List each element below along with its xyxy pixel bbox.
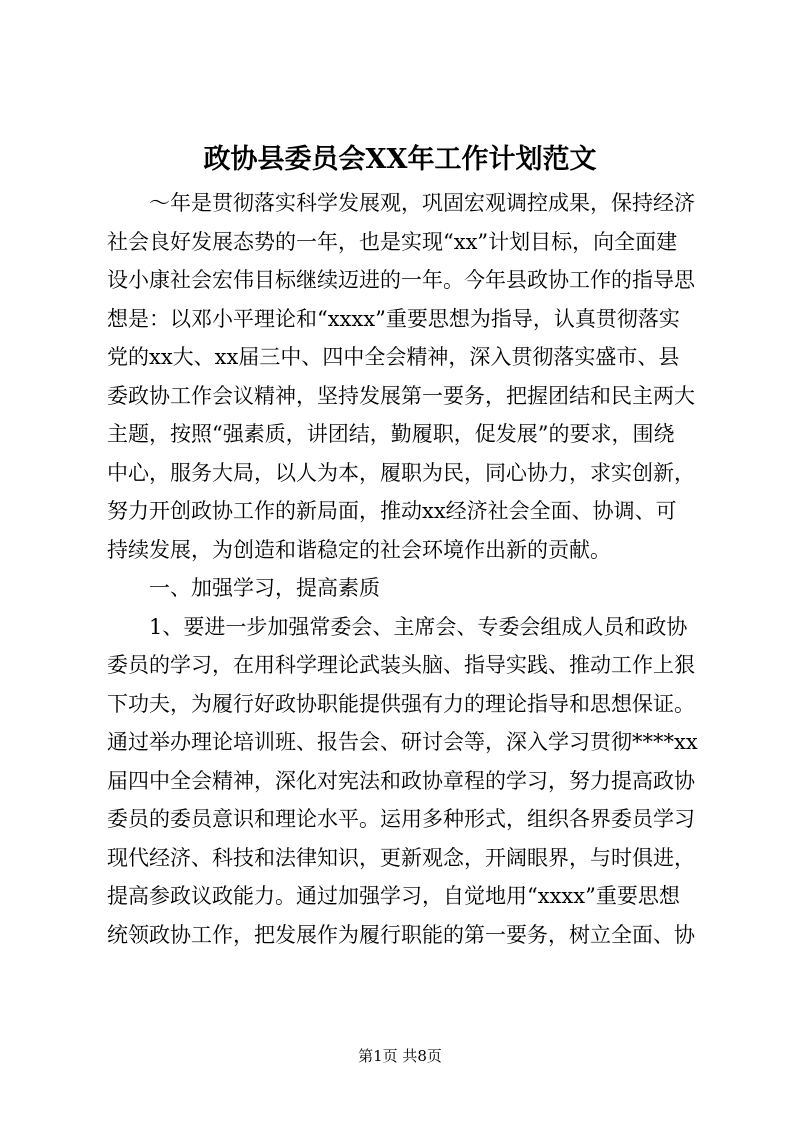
section-heading: 一、加强学习，提高素质 bbox=[149, 576, 380, 600]
document-body bbox=[107, 184, 699, 954]
page-title: 政协县委员会XX年工作计划范文 bbox=[203, 144, 597, 175]
paragraph-line: 届四中全会精神，深化对宪法和政协章程的学习，努力提高政协 bbox=[107, 768, 695, 793]
paragraph-line: 党的xx大、xx届三中、四中全会精神，深入贯彻落实盛市、县 bbox=[107, 345, 680, 369]
paragraph-line: 委员的学习，在用科学理论武装头脑、指导实践、推动工作上狠 bbox=[107, 653, 695, 677]
paragraph-line: ～年是贯彻落实科学发展观，巩固宏观调控成果，保持经济 bbox=[149, 191, 695, 215]
paragraph-line: 设小康社会宏伟目标继续迈进的一年。今年县政协工作的指导思 bbox=[107, 268, 695, 292]
paragraph-line: 委政协工作会议精神，坚持发展第一要务，把握团结和民主两大 bbox=[107, 383, 695, 408]
paragraph-line: 努力开创政协工作的新局面，推动xx经济社会全面、协调、可 bbox=[107, 499, 677, 523]
paragraph-line: 统领政协工作，把发展作为履行职能的第一要务，树立全面、协 bbox=[107, 922, 695, 947]
paragraph-line: 想是：以邓小平理论和“xxxx”重要思想为指导，认真贯彻落实 bbox=[107, 306, 680, 331]
paragraph-line: 通过举办理论培训班、报告会、研讨会等，深入学习贯彻****xx bbox=[107, 730, 698, 754]
paragraph-line: 委员的委员意识和理论水平。运用多种形式，组织各界委员学习 bbox=[107, 807, 695, 831]
paragraph-line: 1、要进一步加强常委会、主席会、专委会组成人员和政协 bbox=[149, 614, 688, 639]
paragraph-line: 持续发展，为创造和谐稳定的社会环境作出新的贡献。 bbox=[107, 537, 611, 562]
paragraph-line: 提高参政议政能力。通过加强学习，自觉地用“xxxx”重要思想 bbox=[107, 884, 680, 908]
paragraph-line: 主题，按照“强素质，讲团结，勤履职，促发展”的要求，围绕 bbox=[107, 422, 675, 446]
paragraph-line: 现代经济、科技和法律知识，更新观念，开阔眼界，与时俱进， bbox=[107, 845, 695, 870]
page-number-footer: 第1页 共8页 bbox=[358, 1047, 442, 1065]
paragraph-line: 下功夫，为履行好政协职能提供强有力的理论指导和思想保证。 bbox=[107, 691, 695, 716]
paragraph-line: 中心，服务大局，以人为本，履职为民，同心协力，求实创新， bbox=[107, 460, 695, 485]
paragraph-line: 社会良好发展态势的一年，也是实现“xx”计划目标，向全面建 bbox=[107, 229, 678, 254]
